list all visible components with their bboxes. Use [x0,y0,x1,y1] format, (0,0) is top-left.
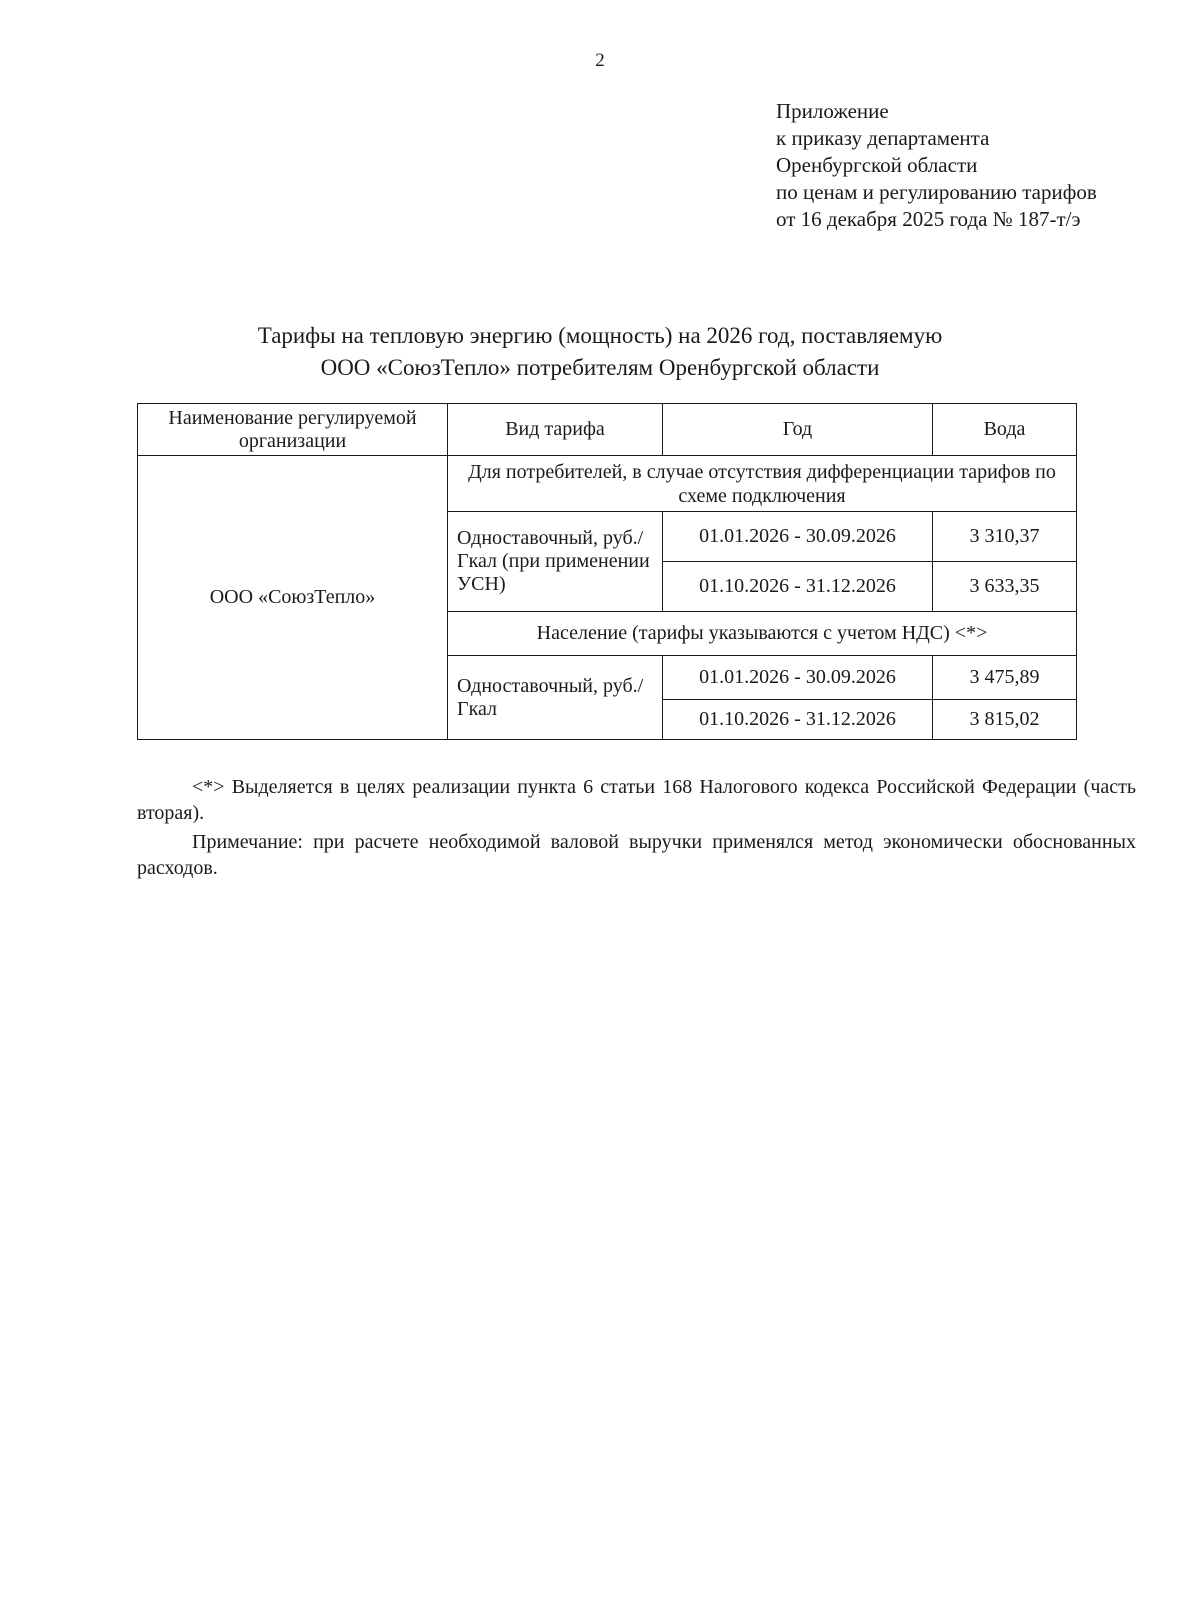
appendix-line: Приложение [776,99,889,123]
section-label: Население (тарифы указываются с учетом НДС) <*> [448,612,1077,656]
value-cell: 3 815,02 [933,700,1077,740]
appendix-line: от 16 декабря 2025 года № 187-т/э [776,207,1081,231]
header-year: Год [663,404,933,456]
remark: Примечание: при расчете необходимой валовой выручки применялся метод экономически обоснованных расходов. [137,831,1136,879]
appendix-line: Оренбургской области [776,153,978,177]
organization-name: ООО «СоюзТепло» [138,456,448,740]
header-water: Вода [933,404,1077,456]
period-cell: 01.10.2026 - 31.12.2026 [663,700,933,740]
value-cell: 3 633,35 [933,562,1077,612]
header-org: Наименование регулируемой организации [138,404,448,456]
document-title [0,320,1200,384]
appendix-block [776,98,1176,233]
title-line: Тарифы на тепловую энергию (мощность) на 2026 год, поставляемую [257,323,943,348]
section-row [138,456,1077,512]
period-cell: 01.01.2026 - 30.09.2026 [663,656,933,700]
footnote: <*> Выделяется в целях реализации пункта 6 статьи 168 Налогового кодекса Российской Федерации (часть вторая). [137,776,1136,824]
page-number: 2 [595,50,605,71]
tariff-table [137,403,1077,740]
header-tariff-type: Вид тарифа [448,404,663,456]
appendix-line: к приказу департамента [776,126,990,150]
period-cell: 01.10.2026 - 31.12.2026 [663,562,933,612]
table-header-row [138,404,1077,456]
value-cell: 3 475,89 [933,656,1077,700]
appendix-line: по ценам и регулированию тарифов [776,180,1097,204]
period-cell: 01.01.2026 - 30.09.2026 [663,512,933,562]
title-line: ООО «СоюзТепло» потребителям Оренбургской области [320,355,880,380]
tariff-type-cell: Одноставочный, руб./Гкал (при применении УСН) [448,512,663,612]
value-cell: 3 310,37 [933,512,1077,562]
notes-block [137,774,1136,884]
section-label: Для потребителей, в случае отсутствия дифференциации тарифов по схеме подключения [448,456,1077,512]
tariff-type-cell: Одноставочный, руб./Гкал [448,656,663,740]
